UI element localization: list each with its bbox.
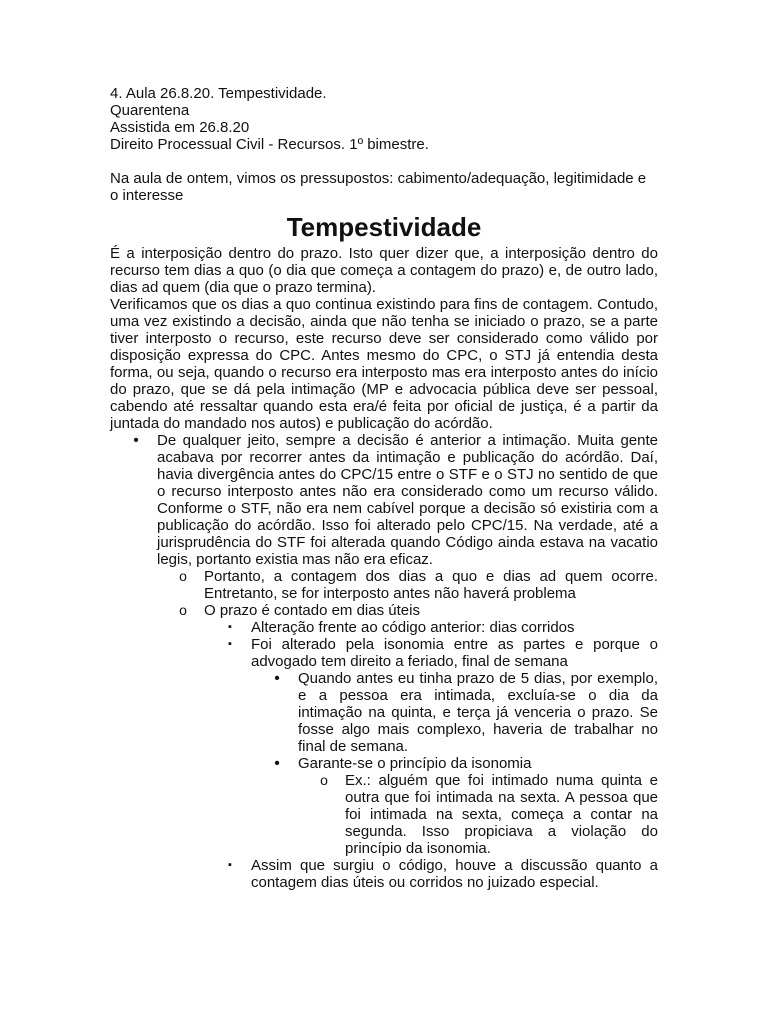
header-line-4: Direito Processual Civil - Recursos. 1º bimestre. bbox=[110, 136, 429, 153]
header-line-3: Assistida em 26.8.20 bbox=[110, 119, 250, 136]
list-item bbox=[204, 619, 658, 636]
paragraph-verification: Verificamos que os dias a quo continua existindo para fins de contagem. Contudo, uma vez existindo a decisão, ainda que não tenha se iniciado o prazo, se a parte tiver interposto o recurso, este recurso deve ser considerado como válido por disposição expressa do CPC. Antes mesmo do CPC, o STJ já entendia desta forma, ou seja, quando o recurso era interposto mas era interposto antes do início do prazo, que se dá pela intimação (MP e advocacia pública deve ser pessoal, cabendo até ressaltar quando esta era/é feita por oficial de justiça, é a partir da juntada do mandado nos autos) e publicação do acórdão. bbox=[110, 296, 658, 432]
list-item bbox=[298, 772, 658, 857]
header-line-1: 4. Aula 26.8.20. Tempestividade. bbox=[110, 85, 327, 102]
intro-paragraph: Na aula de ontem, vimos os pressupostos: cabimento/adequação, legitimidade e o interesse bbox=[110, 170, 647, 204]
square-bullet-icon: ▪ bbox=[228, 859, 232, 871]
list-item-text: De qualquer jeito, sempre a decisão é anterior a intimação. Muita gente acabava por recorrer antes da intimação e publicação do acórdão. Daí, havia divergência antes do CPC/15 entre o STF e o STJ no sentido de que o recurso interposto antes não era considerado como um recurso válido. Conforme o STF, não era nem cabível porque a decisão só existiria com a publicação do acórdão. Isso foi alterado pelo CPC/15. Na verdade, até a jurisprudência do STF foi alterada quando Código ainda estava na vacatio legis, portanto existia mas não era eficaz. bbox=[157, 432, 658, 568]
sub-list bbox=[157, 568, 658, 891]
list-item-text: Foi alterado pela isonomia entre as partes e porque o advogado tem direito a feriado, final de semana bbox=[251, 636, 658, 670]
square-bullet-icon: ▪ bbox=[228, 638, 232, 650]
list-item-text: Alteração frente ao código anterior: dias corridos bbox=[251, 619, 575, 636]
circle-bullet-icon: o bbox=[179, 568, 187, 584]
list-item bbox=[157, 568, 658, 602]
section-title: Tempestividade bbox=[286, 212, 482, 242]
list-item-text: Portanto, a contagem dos dias a quo e dias ad quem ocorre. Entretanto, se for interposto antes não haverá problema bbox=[204, 568, 658, 602]
list-item-text: O prazo é contado em dias úteis bbox=[204, 602, 420, 619]
list-item-text: Ex.: alguém que foi intimado numa quinta e outra que foi intimada na sexta. A pessoa que foi intimada na sexta, começa a contar na segunda. Isso propiciava a violação do princípio da isonomia. bbox=[345, 772, 658, 857]
list-item-text: Quando antes eu tinha prazo de 5 dias, por exemplo, e a pessoa era intimada, excluía-se o dia da intimação na quinta, e terça já venceria o prazo. Se fosse algo mais complexo, haveria de trabalhar no final de semana. bbox=[298, 670, 658, 755]
document-page bbox=[110, 85, 658, 891]
document-header bbox=[110, 85, 658, 153]
header-line-2: Quarentena bbox=[110, 102, 190, 119]
list-item bbox=[204, 857, 658, 891]
sub-list bbox=[204, 619, 658, 891]
list-item bbox=[110, 432, 658, 891]
bullet-list bbox=[110, 432, 658, 891]
circle-bullet-icon: o bbox=[179, 602, 187, 618]
bullet-icon: • bbox=[274, 755, 280, 772]
sub-list bbox=[251, 670, 658, 857]
bullet-icon: • bbox=[133, 432, 139, 449]
square-bullet-icon: ▪ bbox=[228, 621, 232, 633]
list-item bbox=[251, 670, 658, 755]
bullet-icon: • bbox=[274, 670, 280, 687]
circle-bullet-icon: o bbox=[320, 772, 328, 788]
list-item-text: Garante-se o princípio da isonomia bbox=[298, 755, 532, 772]
paragraph-definition: É a interposição dentro do prazo. Isto quer dizer que, a interposição dentro do recurso tem dias a quo (o dia que começa a contagem do prazo) e, de outro lado, dias ad quem (dia que o prazo termina). bbox=[110, 245, 658, 296]
list-item bbox=[251, 755, 658, 857]
sub-list bbox=[298, 772, 658, 857]
list-item bbox=[157, 602, 658, 891]
list-item bbox=[204, 636, 658, 857]
list-item-text: Assim que surgiu o código, houve a discussão quanto a contagem dias úteis ou corridos no juizado especial. bbox=[251, 857, 658, 891]
